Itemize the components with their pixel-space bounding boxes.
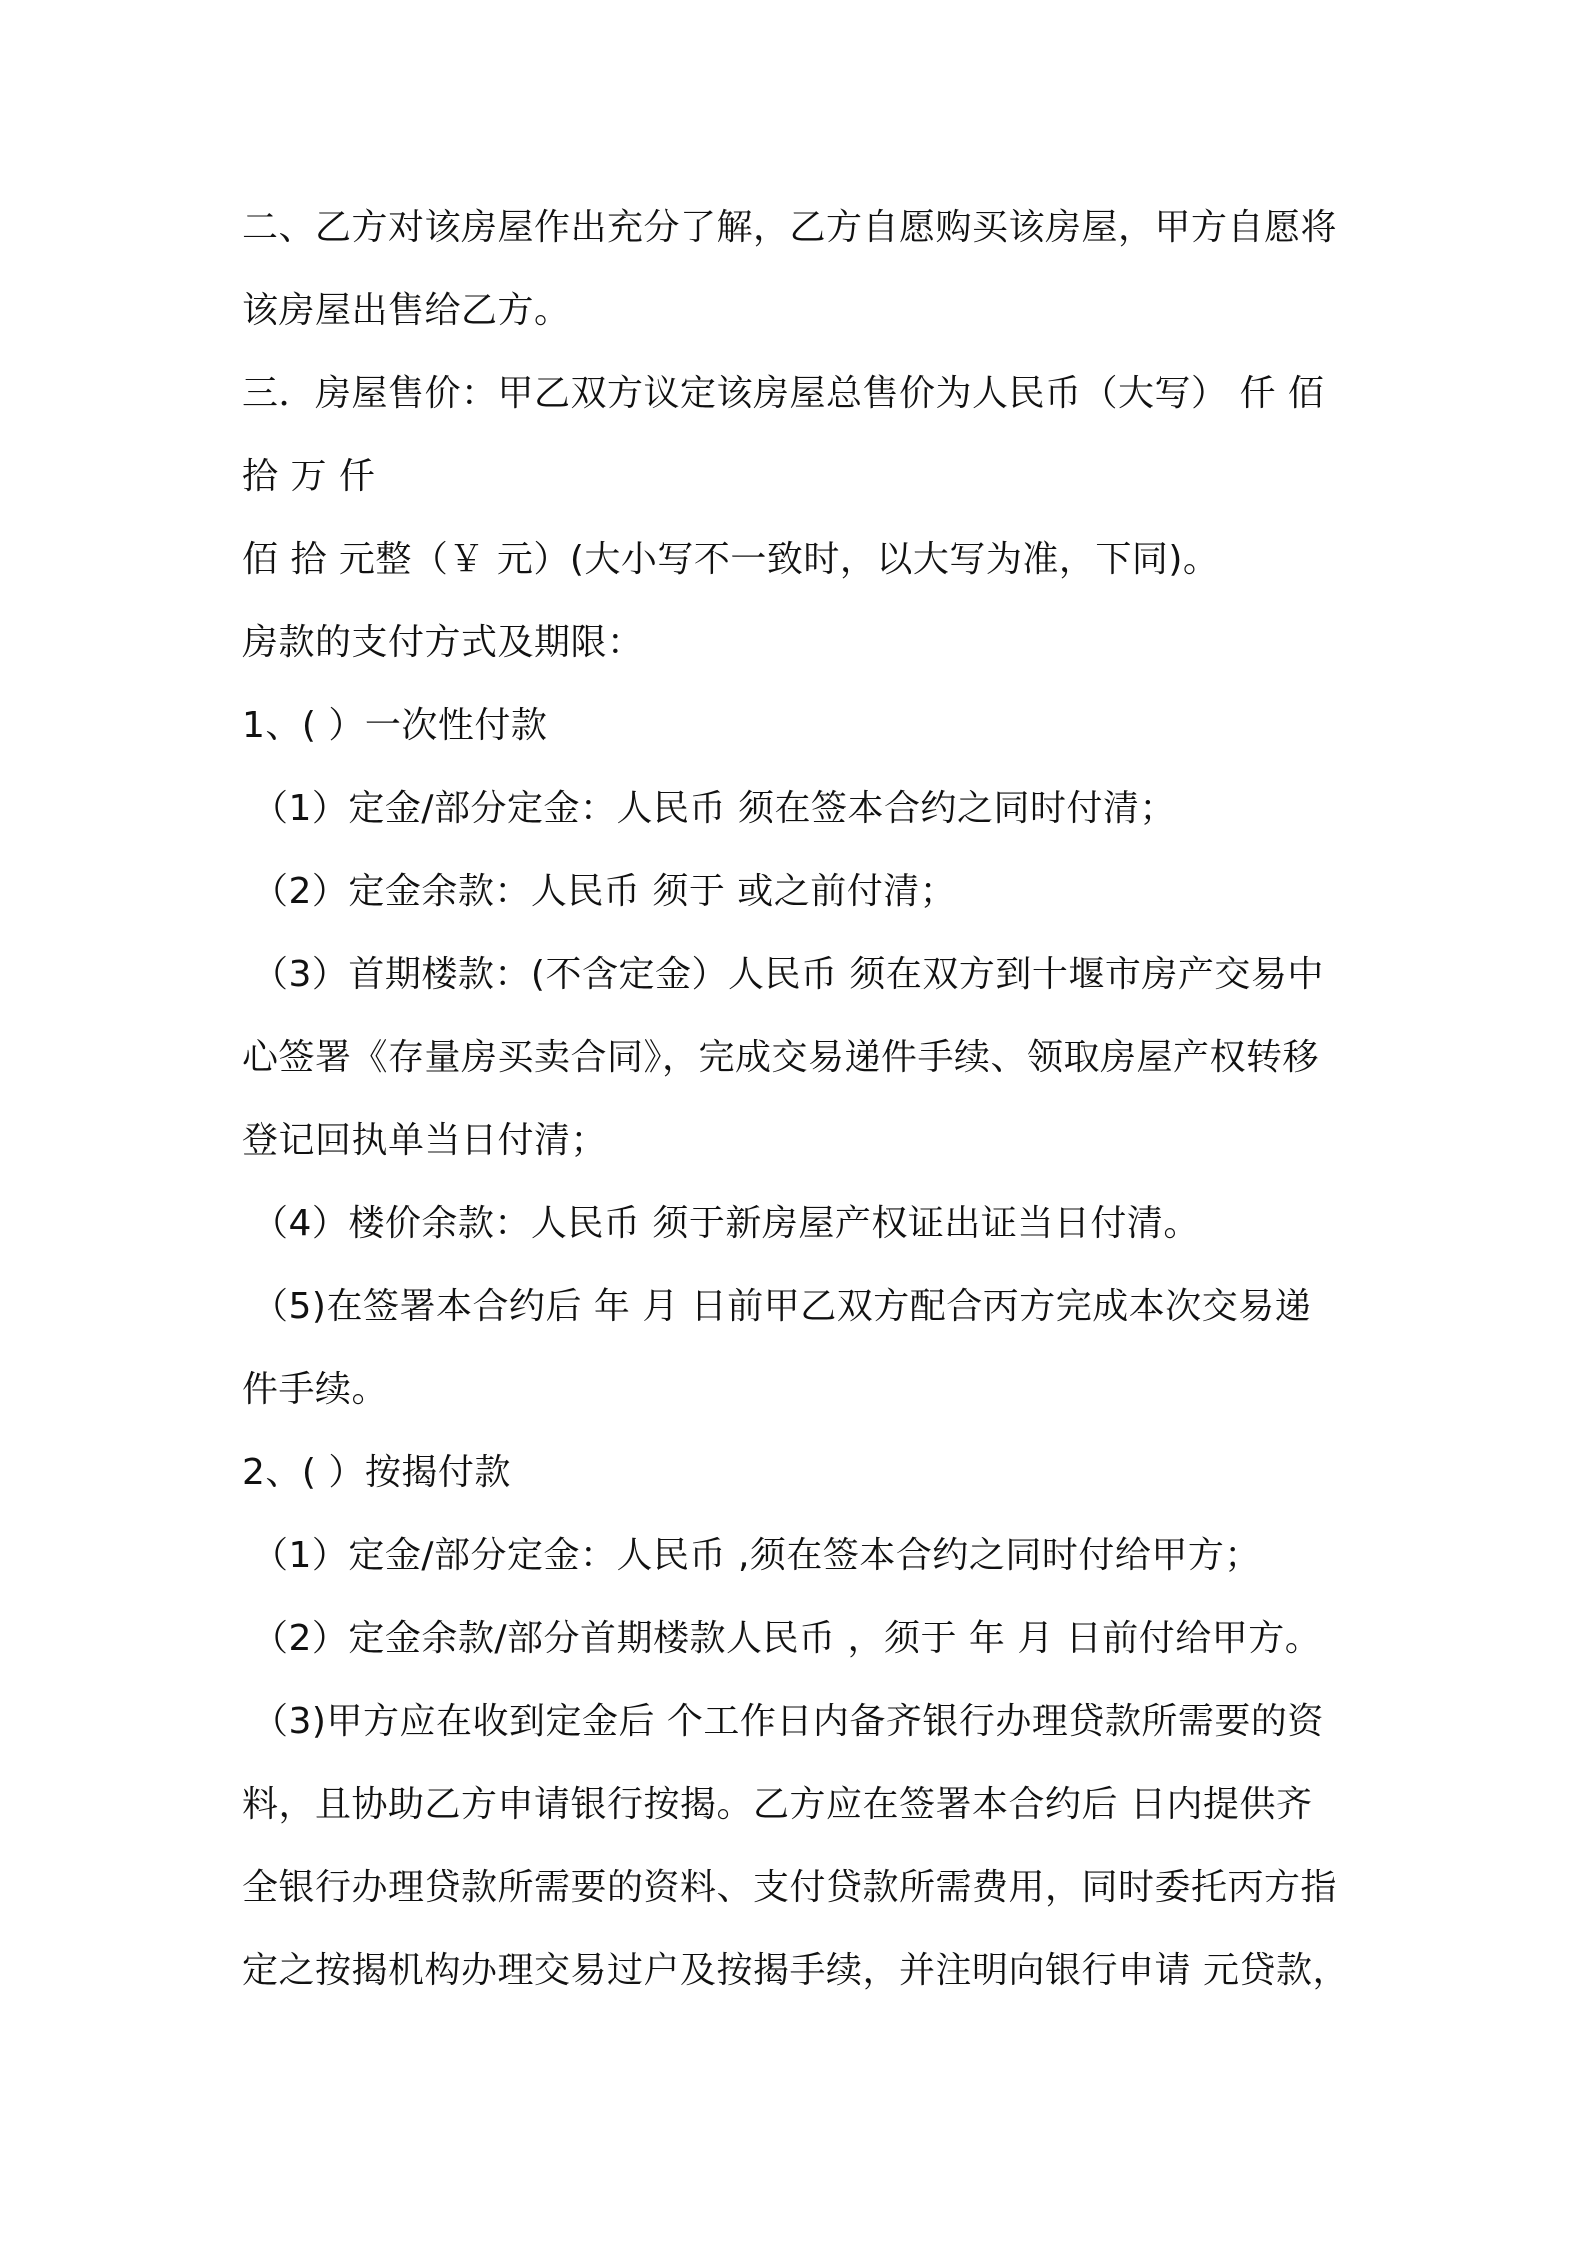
- payment-option-2: 2、( ）按揭付款: [242, 1452, 511, 1493]
- payment-1-item-5-line-1: （5)在签署本合约后 年 月 日前甲乙双方配合丙方完成本次交易递: [252, 1286, 1312, 1327]
- clause-3-line-1: 三．房屋售价：甲乙双方议定该房屋总售价为人民币（大写） 仟 佰: [242, 373, 1325, 414]
- payment-option-1: 1、( ）一次性付款: [242, 705, 548, 746]
- payment-1-item-3-line-3: 登记回执单当日付清；: [242, 1120, 608, 1161]
- clause-2-line-2: 该房屋出售给乙方。: [242, 290, 571, 331]
- payment-1-item-2: （2）定金余款：人民币 须于 或之前付清；: [252, 871, 957, 912]
- payment-heading: 房款的支付方式及期限：: [242, 622, 644, 663]
- payment-1-item-3-line-1: （3）首期楼款：(不含定金）人民币 须在双方到十堰市房产交易中: [252, 954, 1324, 995]
- clause-3-line-3: 佰 拾 元整（￥ 元）(大小写不一致时，以大写为准，下同)。: [242, 539, 1220, 580]
- payment-2-item-1: （1）定金/部分定金：人民币 ,须在签本合约之同时付给甲方；: [252, 1535, 1261, 1576]
- clause-2-line-1: 二、乙方对该房屋作出充分了解，乙方自愿购买该房屋，甲方自愿将: [242, 207, 1338, 248]
- payment-2-item-3-line-4: 定之按揭机构办理交易过户及按揭手续，并注明向银行申请 元贷款，: [242, 1950, 1349, 1991]
- payment-1-item-1: （1）定金/部分定金：人民币 须在签本合约之同时付清；: [252, 788, 1176, 829]
- payment-1-item-4: （4）楼价余款：人民币 须于新房屋产权证出证当日付清。: [252, 1203, 1200, 1244]
- payment-1-item-5-line-2: 件手续。: [242, 1369, 389, 1410]
- payment-2-item-3-line-2: 料，且协助乙方申请银行按揭。乙方应在签署本合约后 日内提供齐: [242, 1784, 1313, 1825]
- payment-1-item-3-line-2: 心签署《存量房买卖合同》，完成交易递件手续、领取房屋产权转移: [242, 1037, 1320, 1078]
- payment-2-item-2: （2）定金余款/部分首期楼款人民币 ，须于 年 月 日前付给甲方。: [252, 1618, 1322, 1659]
- clause-3-line-2: 拾 万 仟: [242, 456, 376, 497]
- payment-2-item-3-line-3: 全银行办理贷款所需要的资料、支付贷款所需费用，同时委托丙方指: [242, 1867, 1338, 1908]
- payment-2-item-3-line-1: （3)甲方应在收到定金后 个工作日内备齐银行办理贷款所需要的资: [252, 1701, 1324, 1742]
